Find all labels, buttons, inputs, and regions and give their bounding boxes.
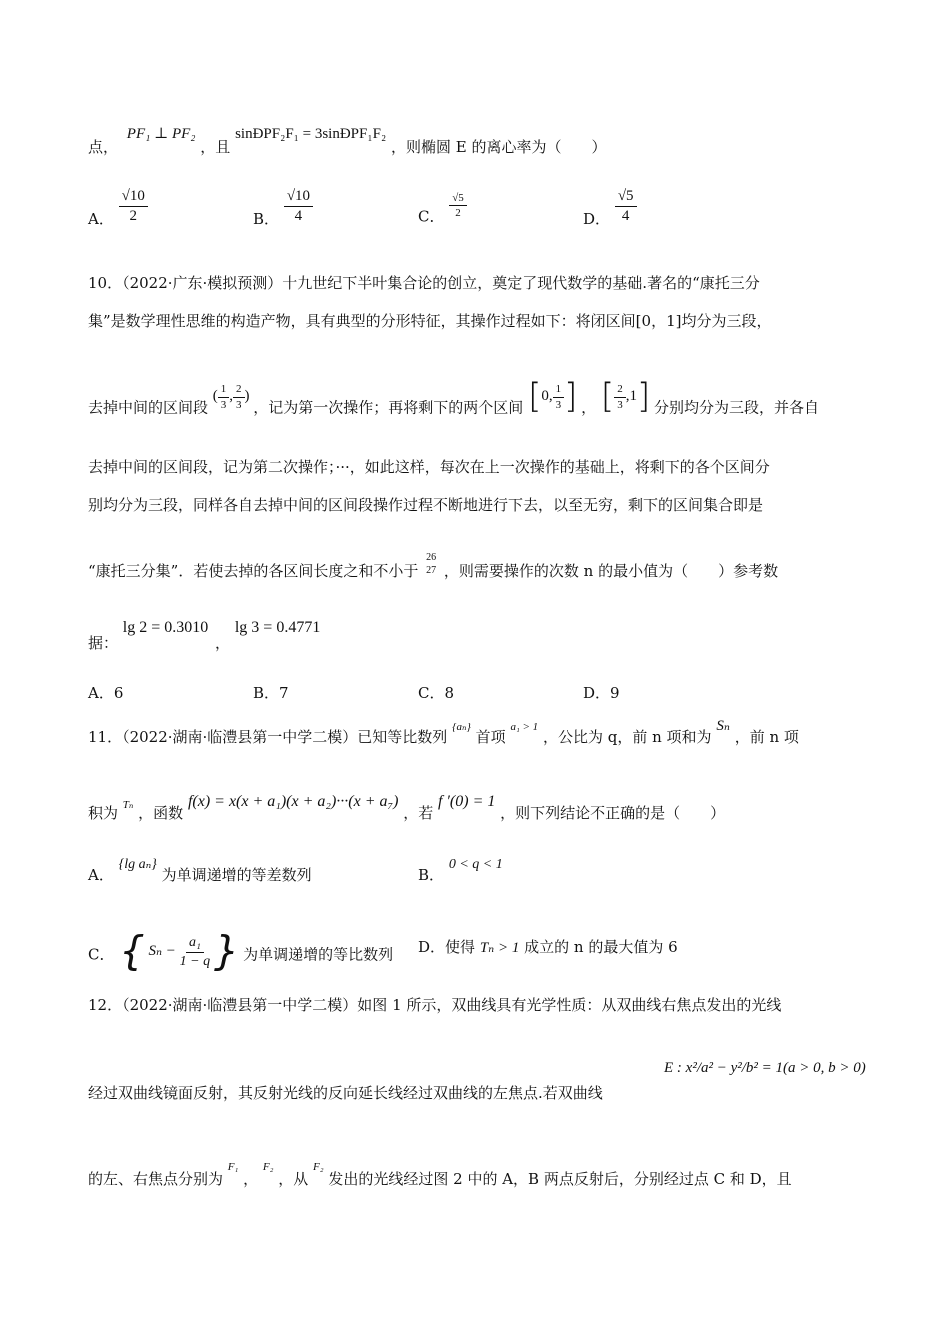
- option-fraction: [284, 188, 313, 224]
- q12-line-2: [88, 1086, 603, 1101]
- q10-line-3: [88, 377, 819, 426]
- q10-text: ，则需要操作的次数 n 的最小值为（ ）参考数: [443, 562, 779, 580]
- option-text: 成立的 n 的最大值为 6: [524, 938, 678, 956]
- fraction-numerator: √10: [284, 188, 313, 207]
- fraction-numerator: a₁: [186, 935, 204, 952]
- q10-text: ，: [581, 398, 597, 417]
- q10-option-b[interactable]: B．7: [253, 684, 289, 702]
- q12-line-1: 12．（2022·湖南·临澧县第一中学二模）如图 1 所示，双曲线具有光学性质：从双曲线右焦点发出的光线: [88, 996, 782, 1014]
- q11-derivative: f ′(0) = 1: [437, 793, 496, 810]
- q9-option-c[interactable]: [418, 192, 467, 227]
- q10-text: 去掉中间的区间段: [88, 398, 209, 417]
- q10-option-d[interactable]: D．9: [583, 684, 620, 702]
- option-math: Tₙ > 1: [479, 940, 520, 956]
- q11-option-b[interactable]: [418, 857, 503, 885]
- q11-text: ，则下列结论不正确的是（ ）: [500, 804, 726, 822]
- q11-text: ，前 n 项: [734, 728, 799, 746]
- fraction-denominator: 2: [129, 207, 137, 224]
- fraction-numerator: √5: [449, 192, 467, 206]
- q10-text: ，记为第一次操作；再将剩下的两个区间: [253, 398, 524, 417]
- q12-f1: F₁: [227, 1161, 239, 1173]
- q10-line-1: 10．（2022·广东·模拟预测）十九世纪下半叶集合论的创立，奠定了现代数学的基础.著名的“康托三分: [88, 274, 760, 292]
- q12-f2: F₂: [262, 1161, 274, 1173]
- q9-sine-condition: sinĐPF₂F₁ = 3sinĐPF₁F₂: [235, 126, 387, 142]
- option-label: A．: [88, 210, 114, 228]
- q11-text: ，函数: [138, 804, 184, 822]
- q11-option-a[interactable]: [88, 857, 312, 885]
- option-text: 为单调递增的等差数列: [161, 866, 312, 884]
- q10-interval-left: [0, $\frac{1}{3}$ ]: [528, 377, 578, 417]
- q12-text: ，: [243, 1170, 259, 1188]
- hyperbola-equation-text: E : x²/a² − y²/b² = 1(a > 0, b > 0): [664, 1060, 866, 1076]
- q10-text: 分别均分为三段，并各自: [653, 398, 819, 417]
- q11-text: 首项: [475, 728, 506, 746]
- fraction-denominator: 2: [455, 207, 461, 220]
- option-fraction: [119, 188, 148, 224]
- q12-line-3: [88, 1161, 792, 1188]
- q9-option-d[interactable]: [583, 188, 637, 229]
- q10-line-4: 去掉中间的区间段，记为第二次操作；···，如此这样，每次在上一次操作的基础上，将剩下的各个区间分: [88, 458, 770, 476]
- q11-text: 11．（2022·湖南·临澧县第一中学二模）已知等比数列: [88, 728, 448, 746]
- q11-first-term: a₁ > 1: [510, 721, 539, 733]
- q10-text: “康托三分集”．若使去掉的各区间长度之和不小于: [88, 562, 419, 580]
- option-label: B．: [418, 866, 445, 884]
- option-label: C．: [88, 945, 115, 964]
- q10-line-7: [88, 619, 321, 652]
- q9-point-text: 点，: [88, 138, 119, 156]
- q11-option-c[interactable]: [88, 929, 394, 976]
- option-fraction: [449, 192, 467, 219]
- q10-option-a[interactable]: A．6: [88, 684, 124, 702]
- fraction-denominator: 4: [294, 207, 303, 224]
- option-fraction: [180, 935, 210, 969]
- q11-line-2: [88, 793, 726, 822]
- q10-lg3: lg 3 = 0.4771: [234, 619, 321, 636]
- q11-text: ，公比为 q，前 n 项和为: [542, 728, 712, 746]
- fraction-numerator: √10: [119, 188, 148, 207]
- q12-text: ，从: [278, 1170, 309, 1188]
- q11-option-d[interactable]: [418, 936, 678, 957]
- option-label: D．: [583, 210, 611, 228]
- q9-condition-line: [88, 126, 607, 156]
- q12-hyperbola-equation: [664, 1060, 866, 1076]
- option-label: C．: [418, 207, 445, 226]
- q12-text: 发出的光线经过图 2 中的 A，B 两点反射后，分别经过点 C 和 D，且: [328, 1170, 792, 1188]
- fraction-denominator: 1 − q: [179, 953, 211, 969]
- option-label: A．: [88, 866, 114, 884]
- q11-sn: Sₙ: [716, 718, 730, 734]
- fraction-numerator: √5: [615, 188, 637, 207]
- fraction-denominator: 4: [621, 207, 630, 224]
- q10-interval-removed: ( $\frac{1}{3}$ , $\frac{2}{3}$ ): [212, 383, 254, 411]
- q11-function: f(x) = x(x + a₁)(x + a₂)···(x + a₇): [187, 793, 399, 810]
- q10-option-c[interactable]: C．8: [418, 684, 455, 702]
- q12-text: 的左、右焦点分别为: [88, 1170, 224, 1188]
- fraction-denominator: 27: [426, 565, 437, 576]
- q11-line-1: [88, 718, 799, 746]
- q10-line-5: 别均分为三段，同样各自去掉中间的区间段操作过程不断地进行下去，以至无穷，剩下的区间集合即是: [88, 496, 764, 514]
- q9-question-text: ，则椭圆 E 的离心率为（ ）: [390, 138, 607, 156]
- option-math: 0 < q < 1: [448, 857, 503, 872]
- q10-text: 据：: [88, 634, 119, 652]
- option-math: {lg aₙ}: [118, 857, 157, 872]
- q11-sequence: {aₙ}: [452, 721, 471, 733]
- option-label: D．使得: [418, 938, 476, 956]
- option-math: { Sₙ − $\frac{\text{a₁}}{1 - q}$ }: [119, 929, 240, 975]
- option-fraction: [615, 188, 637, 224]
- q10-interval-right: [ $\frac{2}{3}$ ,1]: [600, 377, 651, 417]
- q12-text: 经过双曲线镜面反射，其反射光线的反向延长线经过双曲线的左焦点.若双曲线: [88, 1084, 603, 1102]
- fraction-numerator: 26: [426, 552, 437, 563]
- q9-perpendicular-condition: PF₁ ⊥ PF₂: [126, 126, 196, 142]
- q9-and-text: ，且: [200, 138, 231, 156]
- option-math-sn: Sₙ −: [148, 943, 176, 960]
- q10-line-2: 集”是数学理性思维的构造产物，具有典型的分形特征，其操作过程如下：将闭区间[0，1]均分为三段，: [88, 312, 772, 330]
- q11-text: ，若: [403, 804, 434, 822]
- q11-text: 积为: [88, 804, 119, 822]
- q12-f2-source: F₂: [313, 1161, 324, 1173]
- q10-line-6: [88, 552, 779, 584]
- q10-threshold-fraction: [423, 552, 439, 576]
- option-label: B．: [253, 210, 280, 228]
- option-text: 为单调递增的等比数列: [243, 945, 394, 964]
- q9-option-b[interactable]: [253, 188, 313, 229]
- q9-option-a[interactable]: [88, 188, 148, 229]
- q10-lg2: lg 2 = 0.3010: [122, 619, 209, 636]
- q11-tn: Tₙ: [122, 799, 134, 811]
- q10-comma: ，: [215, 634, 231, 652]
